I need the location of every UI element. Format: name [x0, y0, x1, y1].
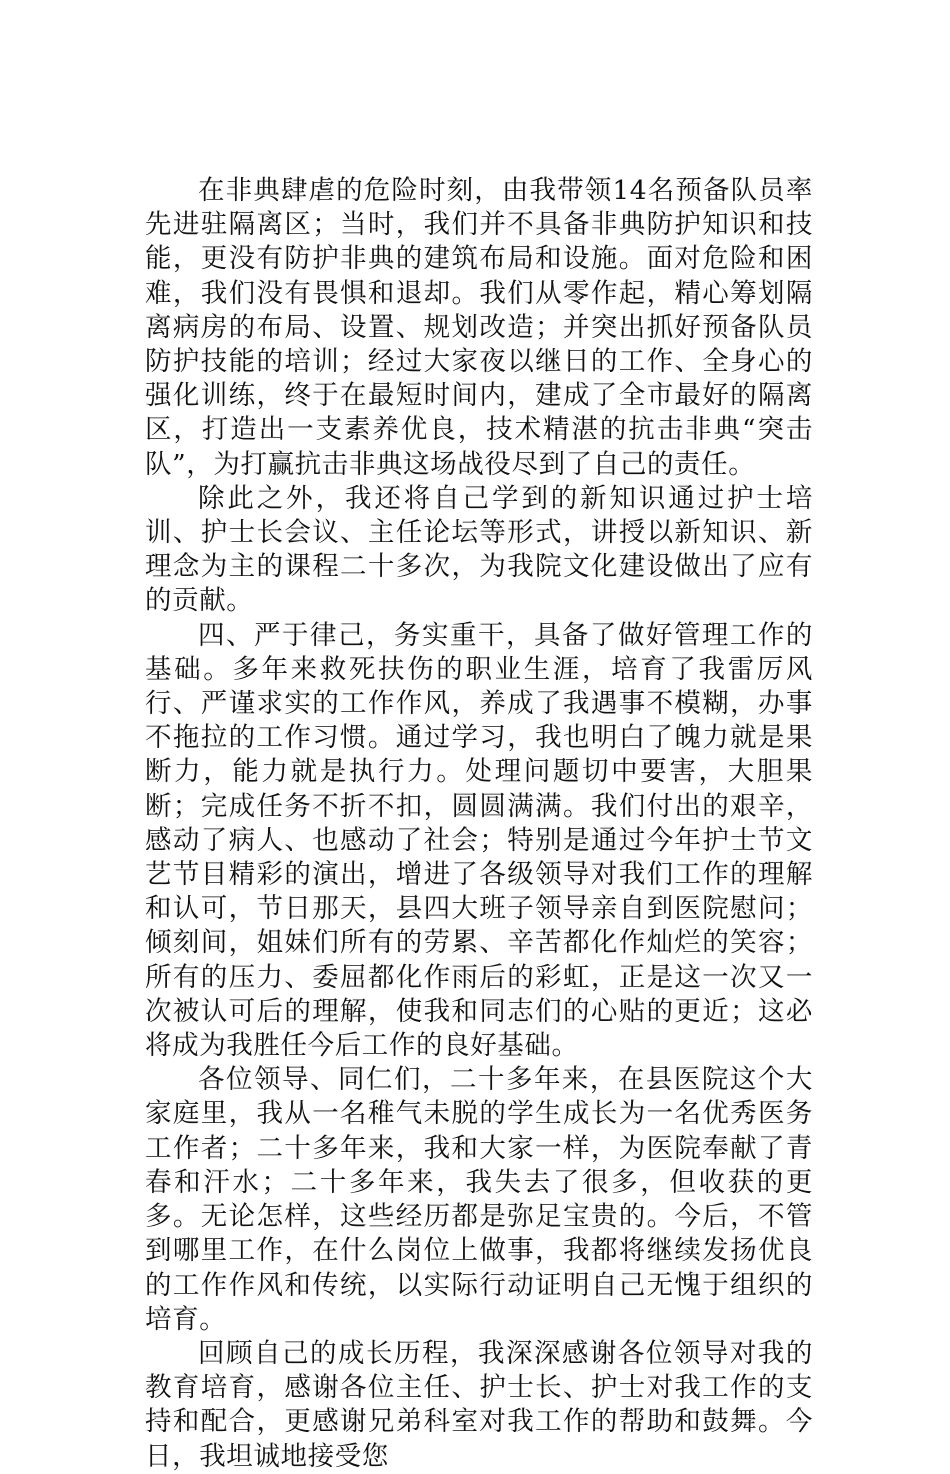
document-body: [145, 174, 813, 1474]
paragraph-gratitude: 回顾自己的成长历程，我深深感谢各位领导对我的教育培育，感谢各位主任、护士长、护士对我工作的支持和配合，更感谢兄弟科室对我工作的帮助和鼓舞。今日，我坦诚地接受您: [145, 1337, 813, 1472]
paragraph-knowledge-sharing: 除此之外，我还将自己学到的新知识通过护士培训、护士长会议、主任论坛等形式，讲授以新知识、新理念为主的课程二十多次，为我院文化建设做出了应有的贡献。: [145, 482, 813, 617]
paragraph-sars-isolation: 在非典肆虐的危险时刻，由我带领14名预备队员率先进驻隔离区；当时，我们并不具备非典防护知识和技能，更没有防护非典的建筑布局和设施。面对危险和困难，我们没有畏惧和退却。我们从零作起，精心筹划隔离病房的布局、设置、规划改造；并突出抓好预备队员防护技能的培训；经过大家夜以继日的工作、全身心的强化训练，终于在最短时间内，建成了全市最好的隔离区，打造出一支素养优良，技术精湛的抗击非典“突击队”，为打赢抗击非典这场战役尽到了自己的责任。: [145, 175, 813, 480]
paragraph-self-discipline: 四、严于律己，务实重干，具备了做好管理工作的基础。多年来救死扶伤的职业生涯，培育了我雷厉风行、严谨求实的工作作风，养成了我遇事不模糊，办事不拖拉的工作习惯。通过学习，我也明白了魄力就是果断力，能力就是执行力。处理问题切中要害，大胆果断；完成任务不折不扣，圆圆满满。我们付出的艰辛，感动了病人、也感动了社会；特别是通过今年护士节文艺节目精彩的演出，增进了各级领导对我们工作的理解和认可，节日那天，县四大班子领导亲自到医院慰问；倾刻间，姐妹们所有的劳累、辛苦都化作灿烂的笑容；所有的压力、委屈都化作雨后的彩虹，正是这一次又一次被认可后的理解，使我和同志们的心贴的更近；这必将成为我胜任今后工作的良好基础。: [145, 619, 813, 1062]
paragraph-twenty-years: 各位领导、同仁们，二十多年来，在县医院这个大家庭里，我从一名稚气未脱的学生成长为一名优秀医务工作者；二十多年来，我和大家一样，为医院奉献了青春和汗水；二十多年来，我失去了很多，但收获的更多。无论怎样，这些经历都是弥足宝贵的。今后，不管到哪里工作，在什么岗位上做事，我都将继续发扬优良的工作作风和传统，以实际行动证明自己无愧于组织的培育。: [145, 1064, 813, 1335]
